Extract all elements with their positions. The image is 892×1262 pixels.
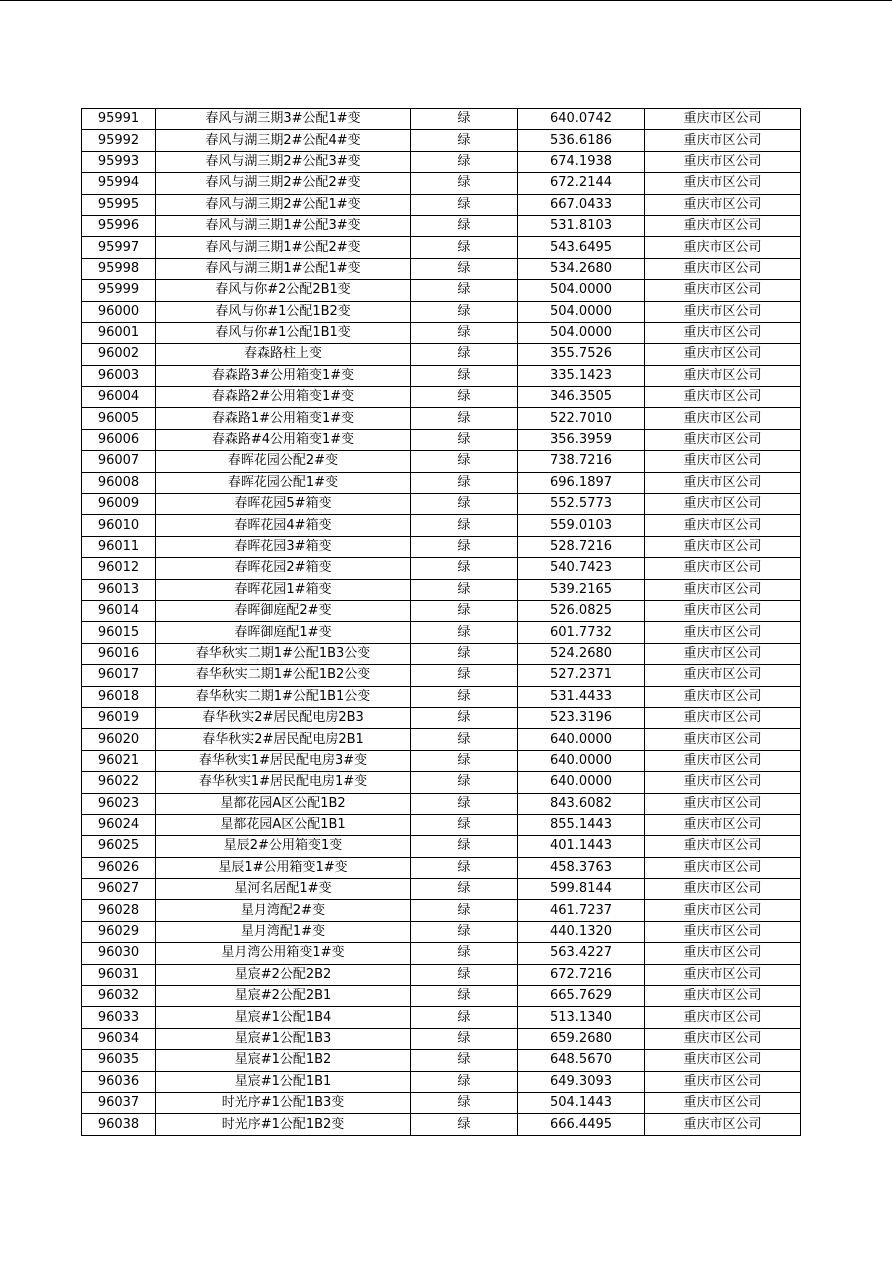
page-top-border xyxy=(0,0,892,1)
table-row xyxy=(82,429,801,450)
company-cell: 重庆市区公司 xyxy=(645,451,801,472)
transformer-name-cell: 春华秋实二期1#公配1B2公变 xyxy=(156,665,411,686)
transformer-name-cell: 星宸#1公配1B3 xyxy=(156,1028,411,1049)
table-row xyxy=(82,836,801,857)
value-cell: 401.1443 xyxy=(518,836,645,857)
status-color-cell: 绿 xyxy=(411,921,518,942)
status-color-cell: 绿 xyxy=(411,301,518,322)
value-cell: 536.6186 xyxy=(518,130,645,151)
row-id-cell: 96022 xyxy=(82,772,156,793)
transformer-name-cell: 春晖花园公配1#变 xyxy=(156,472,411,493)
transformer-name-cell: 春华秋实2#居民配电房2B3 xyxy=(156,707,411,728)
table-row xyxy=(82,857,801,878)
table-row xyxy=(82,280,801,301)
status-color-cell: 绿 xyxy=(411,836,518,857)
row-id-cell: 96018 xyxy=(82,686,156,707)
value-cell: 665.7629 xyxy=(518,986,645,1007)
value-cell: 534.2680 xyxy=(518,258,645,279)
company-cell: 重庆市区公司 xyxy=(645,921,801,942)
company-cell: 重庆市区公司 xyxy=(645,301,801,322)
transformer-name-cell: 春华秋实二期1#公配1B1公变 xyxy=(156,686,411,707)
company-cell: 重庆市区公司 xyxy=(645,429,801,450)
company-cell: 重庆市区公司 xyxy=(645,344,801,365)
table-row xyxy=(82,750,801,771)
status-color-cell: 绿 xyxy=(411,536,518,557)
status-color-cell: 绿 xyxy=(411,173,518,194)
status-color-cell: 绿 xyxy=(411,772,518,793)
row-id-cell: 96016 xyxy=(82,643,156,664)
company-cell: 重庆市区公司 xyxy=(645,964,801,985)
company-cell: 重庆市区公司 xyxy=(645,622,801,643)
company-cell: 重庆市区公司 xyxy=(645,109,801,130)
table-row xyxy=(82,1092,801,1113)
value-cell: 513.1340 xyxy=(518,1007,645,1028)
company-cell: 重庆市区公司 xyxy=(645,1028,801,1049)
company-cell: 重庆市区公司 xyxy=(645,579,801,600)
transformer-name-cell: 春森路3#公用箱变1#变 xyxy=(156,365,411,386)
status-color-cell: 绿 xyxy=(411,194,518,215)
company-cell: 重庆市区公司 xyxy=(645,365,801,386)
company-cell: 重庆市区公司 xyxy=(645,900,801,921)
company-cell: 重庆市区公司 xyxy=(645,1114,801,1135)
value-cell: 504.0000 xyxy=(518,322,645,343)
table-row xyxy=(82,793,801,814)
table-row xyxy=(82,729,801,750)
row-id-cell: 96023 xyxy=(82,793,156,814)
table-row xyxy=(82,109,801,130)
company-cell: 重庆市区公司 xyxy=(645,515,801,536)
status-color-cell: 绿 xyxy=(411,814,518,835)
company-cell: 重庆市区公司 xyxy=(645,1071,801,1092)
transformer-name-cell: 春晖花园公配2#变 xyxy=(156,451,411,472)
value-cell: 531.4433 xyxy=(518,686,645,707)
value-cell: 672.2144 xyxy=(518,173,645,194)
table-row xyxy=(82,173,801,194)
company-cell: 重庆市区公司 xyxy=(645,1050,801,1071)
value-cell: 543.6495 xyxy=(518,237,645,258)
table-row xyxy=(82,344,801,365)
row-id-cell: 95997 xyxy=(82,237,156,258)
table-row xyxy=(82,665,801,686)
row-id-cell: 96009 xyxy=(82,494,156,515)
table-row xyxy=(82,451,801,472)
transformer-name-cell: 星宸#1公配1B2 xyxy=(156,1050,411,1071)
company-cell: 重庆市区公司 xyxy=(645,772,801,793)
transformer-name-cell: 春森路#4公用箱变1#变 xyxy=(156,429,411,450)
transformer-name-cell: 星辰2#公用箱变1变 xyxy=(156,836,411,857)
transformer-name-cell: 春风与湖三期3#公配1#变 xyxy=(156,109,411,130)
status-color-cell: 绿 xyxy=(411,964,518,985)
row-id-cell: 96036 xyxy=(82,1071,156,1092)
transformer-name-cell: 春晖御庭配1#变 xyxy=(156,622,411,643)
row-id-cell: 95998 xyxy=(82,258,156,279)
row-id-cell: 96026 xyxy=(82,857,156,878)
row-id-cell: 96024 xyxy=(82,814,156,835)
value-cell: 504.0000 xyxy=(518,280,645,301)
row-id-cell: 96019 xyxy=(82,707,156,728)
company-cell: 重庆市区公司 xyxy=(645,536,801,557)
company-cell: 重庆市区公司 xyxy=(645,686,801,707)
table-row xyxy=(82,643,801,664)
table-row xyxy=(82,986,801,1007)
transformer-name-cell: 春风与湖三期1#公配3#变 xyxy=(156,215,411,236)
value-cell: 522.7010 xyxy=(518,408,645,429)
value-cell: 356.3959 xyxy=(518,429,645,450)
transformer-name-cell: 春森路2#公用箱变1#变 xyxy=(156,387,411,408)
value-cell: 563.4227 xyxy=(518,943,645,964)
transformer-name-cell: 春晖花园1#箱变 xyxy=(156,579,411,600)
value-cell: 346.3505 xyxy=(518,387,645,408)
row-id-cell: 96034 xyxy=(82,1028,156,1049)
row-id-cell: 96002 xyxy=(82,344,156,365)
row-id-cell: 96028 xyxy=(82,900,156,921)
status-color-cell: 绿 xyxy=(411,750,518,771)
company-cell: 重庆市区公司 xyxy=(645,643,801,664)
value-cell: 440.1320 xyxy=(518,921,645,942)
transformer-name-cell: 春风与湖三期1#公配1#变 xyxy=(156,258,411,279)
value-cell: 666.4495 xyxy=(518,1114,645,1135)
data-table xyxy=(81,108,801,1136)
transformer-name-cell: 春华秋实1#居民配电房1#变 xyxy=(156,772,411,793)
row-id-cell: 96021 xyxy=(82,750,156,771)
row-id-cell: 96015 xyxy=(82,622,156,643)
company-cell: 重庆市区公司 xyxy=(645,494,801,515)
value-cell: 335.1423 xyxy=(518,365,645,386)
row-id-cell: 96037 xyxy=(82,1092,156,1113)
status-color-cell: 绿 xyxy=(411,472,518,493)
company-cell: 重庆市区公司 xyxy=(645,729,801,750)
transformer-name-cell: 星宸#1公配1B4 xyxy=(156,1007,411,1028)
row-id-cell: 96003 xyxy=(82,365,156,386)
table-row xyxy=(82,1050,801,1071)
status-color-cell: 绿 xyxy=(411,986,518,1007)
status-color-cell: 绿 xyxy=(411,408,518,429)
value-cell: 355.7526 xyxy=(518,344,645,365)
company-cell: 重庆市区公司 xyxy=(645,1007,801,1028)
company-cell: 重庆市区公司 xyxy=(645,151,801,172)
company-cell: 重庆市区公司 xyxy=(645,258,801,279)
company-cell: 重庆市区公司 xyxy=(645,943,801,964)
table-row xyxy=(82,1007,801,1028)
status-color-cell: 绿 xyxy=(411,579,518,600)
table-row xyxy=(82,322,801,343)
value-cell: 696.1897 xyxy=(518,472,645,493)
row-id-cell: 96033 xyxy=(82,1007,156,1028)
company-cell: 重庆市区公司 xyxy=(645,814,801,835)
company-cell: 重庆市区公司 xyxy=(645,173,801,194)
value-cell: 738.7216 xyxy=(518,451,645,472)
company-cell: 重庆市区公司 xyxy=(645,836,801,857)
status-color-cell: 绿 xyxy=(411,1092,518,1113)
transformer-name-cell: 星宸#1公配1B1 xyxy=(156,1071,411,1092)
row-id-cell: 96006 xyxy=(82,429,156,450)
row-id-cell: 96017 xyxy=(82,665,156,686)
transformer-name-cell: 春风与湖三期2#公配4#变 xyxy=(156,130,411,151)
transformer-name-cell: 星宸#2公配2B1 xyxy=(156,986,411,1007)
transformer-name-cell: 春晖花园3#箱变 xyxy=(156,536,411,557)
transformer-name-cell: 春森路1#公用箱变1#变 xyxy=(156,408,411,429)
status-color-cell: 绿 xyxy=(411,1114,518,1135)
status-color-cell: 绿 xyxy=(411,665,518,686)
company-cell: 重庆市区公司 xyxy=(645,986,801,1007)
company-cell: 重庆市区公司 xyxy=(645,237,801,258)
status-color-cell: 绿 xyxy=(411,643,518,664)
table-row xyxy=(82,772,801,793)
row-id-cell: 96005 xyxy=(82,408,156,429)
table-row xyxy=(82,536,801,557)
status-color-cell: 绿 xyxy=(411,322,518,343)
value-cell: 640.0000 xyxy=(518,729,645,750)
row-id-cell: 96031 xyxy=(82,964,156,985)
table-row xyxy=(82,964,801,985)
transformer-name-cell: 春风与湖三期2#公配3#变 xyxy=(156,151,411,172)
transformer-name-cell: 春风与湖三期2#公配2#变 xyxy=(156,173,411,194)
value-cell: 640.0000 xyxy=(518,772,645,793)
value-cell: 601.7732 xyxy=(518,622,645,643)
table-row xyxy=(82,558,801,579)
transformer-name-cell: 春华秋实1#居民配电房3#变 xyxy=(156,750,411,771)
row-id-cell: 96029 xyxy=(82,921,156,942)
transformer-name-cell: 春森路柱上变 xyxy=(156,344,411,365)
status-color-cell: 绿 xyxy=(411,879,518,900)
status-color-cell: 绿 xyxy=(411,1007,518,1028)
table-row xyxy=(82,365,801,386)
status-color-cell: 绿 xyxy=(411,494,518,515)
company-cell: 重庆市区公司 xyxy=(645,707,801,728)
transformer-name-cell: 春风与你#1公配1B2变 xyxy=(156,301,411,322)
status-color-cell: 绿 xyxy=(411,686,518,707)
status-color-cell: 绿 xyxy=(411,151,518,172)
table-row xyxy=(82,1114,801,1135)
value-cell: 528.7216 xyxy=(518,536,645,557)
status-color-cell: 绿 xyxy=(411,558,518,579)
table-row xyxy=(82,943,801,964)
value-cell: 674.1938 xyxy=(518,151,645,172)
row-id-cell: 96027 xyxy=(82,879,156,900)
status-color-cell: 绿 xyxy=(411,943,518,964)
value-cell: 640.0000 xyxy=(518,750,645,771)
value-cell: 461.7237 xyxy=(518,900,645,921)
table-row xyxy=(82,600,801,621)
table-row xyxy=(82,387,801,408)
value-cell: 552.5773 xyxy=(518,494,645,515)
row-id-cell: 96038 xyxy=(82,1114,156,1135)
row-id-cell: 95994 xyxy=(82,173,156,194)
status-color-cell: 绿 xyxy=(411,600,518,621)
status-color-cell: 绿 xyxy=(411,1050,518,1071)
company-cell: 重庆市区公司 xyxy=(645,665,801,686)
value-cell: 649.3093 xyxy=(518,1071,645,1092)
transformer-name-cell: 春华秋实2#居民配电房2B1 xyxy=(156,729,411,750)
table-row xyxy=(82,686,801,707)
value-cell: 640.0742 xyxy=(518,109,645,130)
table-row xyxy=(82,408,801,429)
table-row xyxy=(82,258,801,279)
company-cell: 重庆市区公司 xyxy=(645,408,801,429)
value-cell: 458.3763 xyxy=(518,857,645,878)
value-cell: 843.6082 xyxy=(518,793,645,814)
row-id-cell: 95999 xyxy=(82,280,156,301)
transformer-name-cell: 春晖花园2#箱变 xyxy=(156,558,411,579)
transformer-name-cell: 星月湾公用箱变1#变 xyxy=(156,943,411,964)
transformer-name-cell: 星都花园A区公配1B1 xyxy=(156,814,411,835)
transformer-name-cell: 星宸#2公配2B2 xyxy=(156,964,411,985)
status-color-cell: 绿 xyxy=(411,130,518,151)
transformer-name-cell: 时光序#1公配1B2变 xyxy=(156,1114,411,1135)
table-row xyxy=(82,472,801,493)
table-row xyxy=(82,194,801,215)
company-cell: 重庆市区公司 xyxy=(645,750,801,771)
table-body xyxy=(82,109,801,1136)
value-cell: 526.0825 xyxy=(518,600,645,621)
company-cell: 重庆市区公司 xyxy=(645,558,801,579)
company-cell: 重庆市区公司 xyxy=(645,879,801,900)
value-cell: 504.1443 xyxy=(518,1092,645,1113)
transformer-name-cell: 时光序#1公配1B3变 xyxy=(156,1092,411,1113)
company-cell: 重庆市区公司 xyxy=(645,215,801,236)
transformer-name-cell: 春风与湖三期2#公配1#变 xyxy=(156,194,411,215)
company-cell: 重庆市区公司 xyxy=(645,793,801,814)
status-color-cell: 绿 xyxy=(411,429,518,450)
table-row xyxy=(82,900,801,921)
status-color-cell: 绿 xyxy=(411,237,518,258)
value-cell: 524.2680 xyxy=(518,643,645,664)
row-id-cell: 95995 xyxy=(82,194,156,215)
row-id-cell: 96008 xyxy=(82,472,156,493)
status-color-cell: 绿 xyxy=(411,344,518,365)
transformer-name-cell: 星月湾配1#变 xyxy=(156,921,411,942)
row-id-cell: 95993 xyxy=(82,151,156,172)
row-id-cell: 96032 xyxy=(82,986,156,1007)
row-id-cell: 96004 xyxy=(82,387,156,408)
row-id-cell: 96000 xyxy=(82,301,156,322)
status-color-cell: 绿 xyxy=(411,365,518,386)
table-row xyxy=(82,1071,801,1092)
row-id-cell: 96020 xyxy=(82,729,156,750)
transformer-name-cell: 春风与湖三期1#公配2#变 xyxy=(156,237,411,258)
transformer-name-cell: 春晖花园5#箱变 xyxy=(156,494,411,515)
value-cell: 559.0103 xyxy=(518,515,645,536)
company-cell: 重庆市区公司 xyxy=(645,194,801,215)
table-row xyxy=(82,707,801,728)
table-row xyxy=(82,921,801,942)
status-color-cell: 绿 xyxy=(411,1028,518,1049)
row-id-cell: 96011 xyxy=(82,536,156,557)
status-color-cell: 绿 xyxy=(411,280,518,301)
status-color-cell: 绿 xyxy=(411,707,518,728)
company-cell: 重庆市区公司 xyxy=(645,600,801,621)
row-id-cell: 95996 xyxy=(82,215,156,236)
transformer-name-cell: 星都花园A区公配1B2 xyxy=(156,793,411,814)
table-row xyxy=(82,879,801,900)
value-cell: 659.2680 xyxy=(518,1028,645,1049)
table-row xyxy=(82,515,801,536)
value-cell: 539.2165 xyxy=(518,579,645,600)
company-cell: 重庆市区公司 xyxy=(645,387,801,408)
row-id-cell: 96013 xyxy=(82,579,156,600)
transformer-name-cell: 春晖花园4#箱变 xyxy=(156,515,411,536)
company-cell: 重庆市区公司 xyxy=(645,130,801,151)
row-id-cell: 96025 xyxy=(82,836,156,857)
status-color-cell: 绿 xyxy=(411,451,518,472)
value-cell: 667.0433 xyxy=(518,194,645,215)
company-cell: 重庆市区公司 xyxy=(645,472,801,493)
value-cell: 540.7423 xyxy=(518,558,645,579)
company-cell: 重庆市区公司 xyxy=(645,1092,801,1113)
company-cell: 重庆市区公司 xyxy=(645,857,801,878)
status-color-cell: 绿 xyxy=(411,515,518,536)
company-cell: 重庆市区公司 xyxy=(645,280,801,301)
transformer-name-cell: 星河名居配1#变 xyxy=(156,879,411,900)
row-id-cell: 96030 xyxy=(82,943,156,964)
table-row xyxy=(82,494,801,515)
row-id-cell: 96001 xyxy=(82,322,156,343)
transformer-name-cell: 春风与你#2公配2B1变 xyxy=(156,280,411,301)
table-row xyxy=(82,215,801,236)
row-id-cell: 96014 xyxy=(82,600,156,621)
value-cell: 527.2371 xyxy=(518,665,645,686)
status-color-cell: 绿 xyxy=(411,793,518,814)
status-color-cell: 绿 xyxy=(411,109,518,130)
value-cell: 504.0000 xyxy=(518,301,645,322)
transformer-name-cell: 星辰1#公用箱变1#变 xyxy=(156,857,411,878)
value-cell: 672.7216 xyxy=(518,964,645,985)
row-id-cell: 96035 xyxy=(82,1050,156,1071)
company-cell: 重庆市区公司 xyxy=(645,322,801,343)
table-row xyxy=(82,237,801,258)
status-color-cell: 绿 xyxy=(411,1071,518,1092)
status-color-cell: 绿 xyxy=(411,258,518,279)
status-color-cell: 绿 xyxy=(411,215,518,236)
value-cell: 531.8103 xyxy=(518,215,645,236)
value-cell: 523.3196 xyxy=(518,707,645,728)
status-color-cell: 绿 xyxy=(411,622,518,643)
value-cell: 599.8144 xyxy=(518,879,645,900)
table-row xyxy=(82,814,801,835)
value-cell: 648.5670 xyxy=(518,1050,645,1071)
table-row xyxy=(82,579,801,600)
table-row xyxy=(82,151,801,172)
row-id-cell: 96012 xyxy=(82,558,156,579)
row-id-cell: 96010 xyxy=(82,515,156,536)
status-color-cell: 绿 xyxy=(411,900,518,921)
table-row xyxy=(82,130,801,151)
status-color-cell: 绿 xyxy=(411,387,518,408)
table-row xyxy=(82,1028,801,1049)
transformer-name-cell: 春风与你#1公配1B1变 xyxy=(156,322,411,343)
row-id-cell: 96007 xyxy=(82,451,156,472)
transformer-name-cell: 春晖御庭配2#变 xyxy=(156,600,411,621)
value-cell: 855.1443 xyxy=(518,814,645,835)
table-row xyxy=(82,622,801,643)
row-id-cell: 95992 xyxy=(82,130,156,151)
status-color-cell: 绿 xyxy=(411,729,518,750)
table-row xyxy=(82,301,801,322)
transformer-name-cell: 春华秋实二期1#公配1B3公变 xyxy=(156,643,411,664)
row-id-cell: 95991 xyxy=(82,109,156,130)
status-color-cell: 绿 xyxy=(411,857,518,878)
transformer-name-cell: 星月湾配2#变 xyxy=(156,900,411,921)
